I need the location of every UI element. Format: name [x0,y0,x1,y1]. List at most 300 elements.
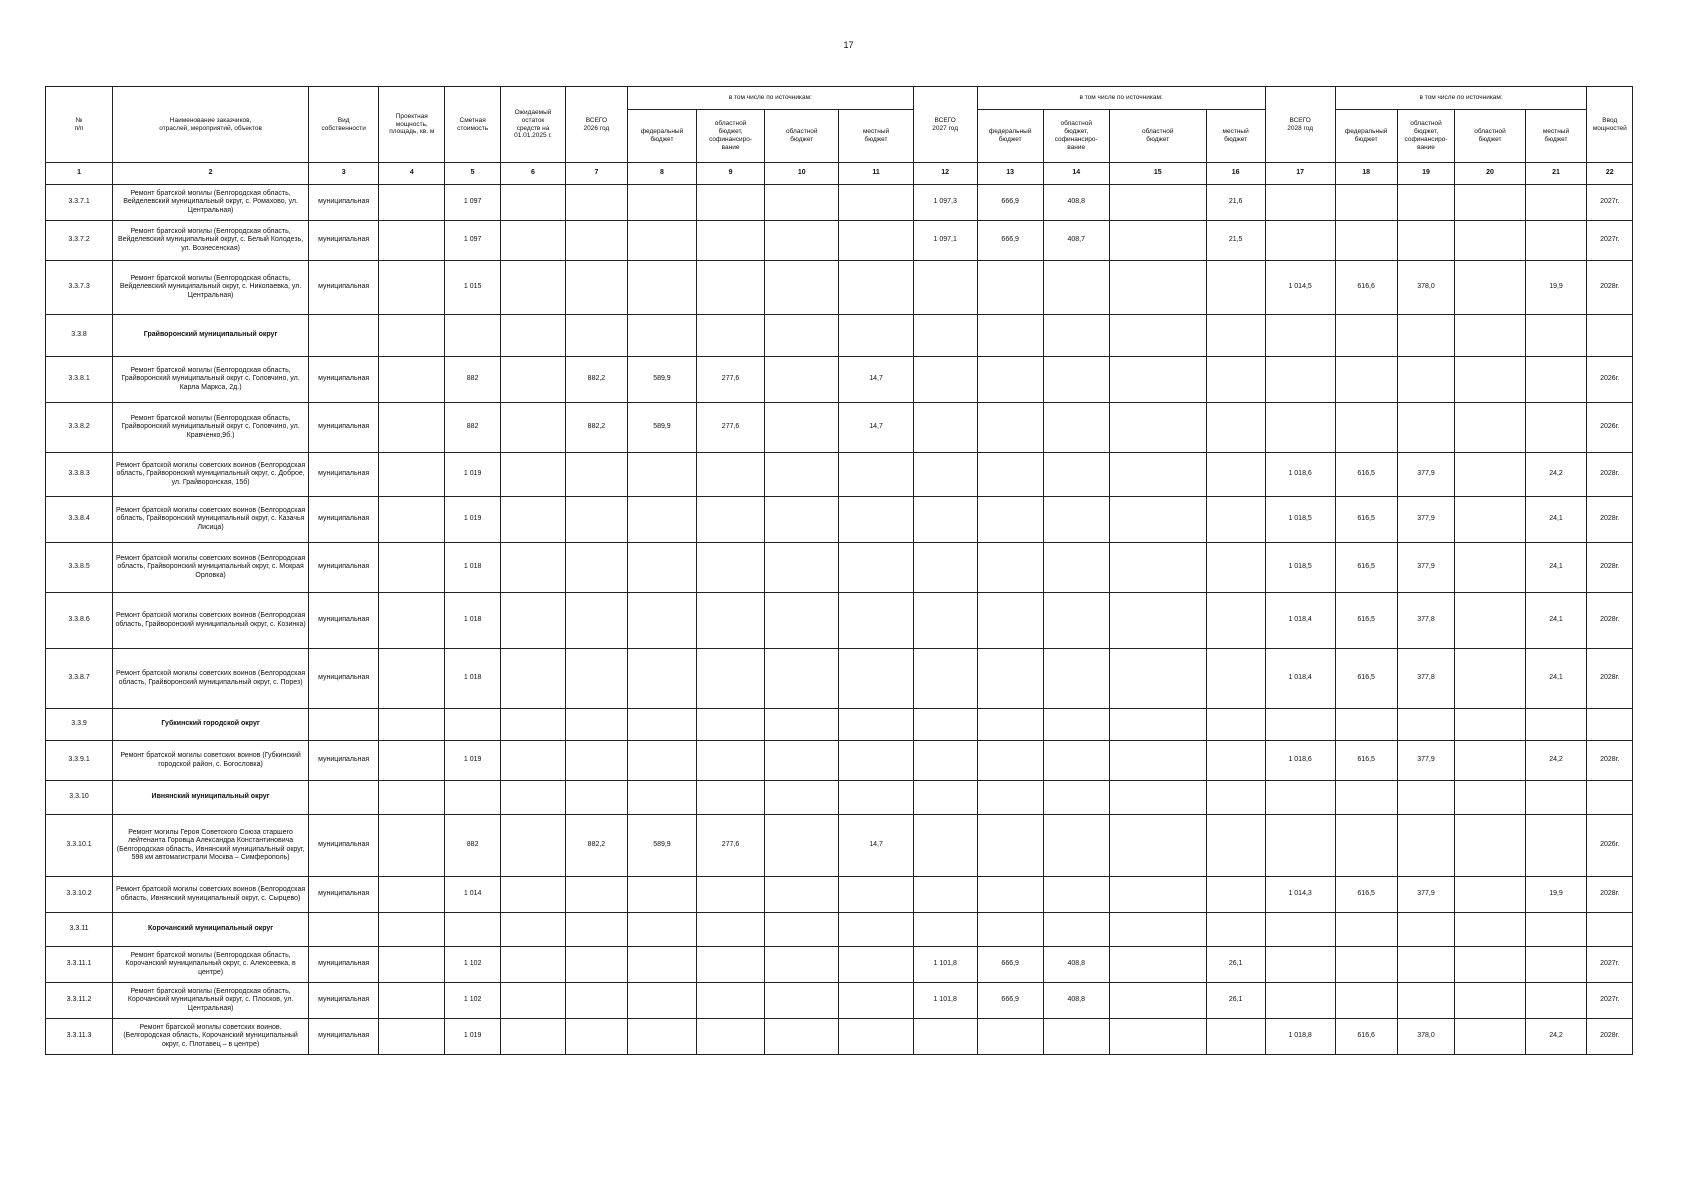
value-cell [1455,709,1525,741]
value-cell [1397,781,1455,815]
table-row [46,453,1633,497]
value-cell [1109,221,1206,261]
value-cell [765,543,839,593]
value-cell [1043,403,1109,453]
value-cell: 377,8 [1397,649,1455,709]
ownership-cell [309,709,379,741]
value-cell: 882 [445,357,501,403]
value-cell [1043,877,1109,913]
value-cell [1455,815,1525,877]
header-regional-cofinancing-2027: областной бюджет, софинансиро- вание [1043,110,1109,163]
table-row [46,983,1633,1019]
value-cell [500,983,565,1019]
value-cell: 1 018,8 [1265,1019,1335,1055]
value-cell: 24,2 [1525,1019,1587,1055]
row-number: 3.3.11.1 [46,947,113,983]
ownership-cell: муниципальная [309,261,379,315]
section-row [46,315,1633,357]
value-cell [565,947,627,983]
value-cell [627,315,696,357]
value-cell [1265,403,1335,453]
value-cell [1397,357,1455,403]
value-cell [765,315,839,357]
commissioning-year: 2028г. [1587,649,1633,709]
commissioning-year: 2028г. [1587,741,1633,781]
value-cell [765,221,839,261]
value-cell [445,913,501,947]
value-cell [1455,913,1525,947]
value-cell [1109,543,1206,593]
value-cell [1525,315,1587,357]
value-cell [1206,815,1265,877]
value-cell [1109,947,1206,983]
value-cell [697,543,765,593]
value-cell [839,649,913,709]
value-cell [977,741,1043,781]
value-cell [1109,497,1206,543]
value-cell: 1 014,3 [1265,877,1335,913]
value-cell [765,1019,839,1055]
value-cell [1335,781,1397,815]
column-number: 7 [565,163,627,185]
ownership-cell: муниципальная [309,877,379,913]
ownership-cell: муниципальная [309,497,379,543]
value-cell: 378,0 [1397,261,1455,315]
value-cell [1397,983,1455,1019]
value-cell [913,877,977,913]
value-cell [500,221,565,261]
row-number: 3.3.8.4 [46,497,113,543]
value-cell: 1 018 [445,543,501,593]
value-cell: 1 018 [445,649,501,709]
value-cell [500,357,565,403]
value-cell [977,913,1043,947]
value-cell [500,815,565,877]
value-cell [697,741,765,781]
value-cell [1455,185,1525,221]
value-cell [500,741,565,781]
value-cell [627,593,696,649]
table-row [46,357,1633,403]
value-cell [977,403,1043,453]
table-row [46,221,1633,261]
value-cell [1335,947,1397,983]
commissioning-year: 2028г. [1587,593,1633,649]
value-cell [1397,815,1455,877]
column-number: 1 [46,163,113,185]
object-name: Ремонт братской могилы (Белгородская область, Вейделевский муниципальный округ, с. Ромахово, ул. Центральная) [113,185,309,221]
value-cell [697,913,765,947]
header-sources-2026: в том числе по источникам: [627,87,913,110]
value-cell [765,261,839,315]
commissioning-year: 2026г. [1587,357,1633,403]
value-cell [913,781,977,815]
value-cell [1455,649,1525,709]
value-cell [977,593,1043,649]
value-cell [1109,315,1206,357]
header-federal-budget-2028: федеральный бюджет [1335,110,1397,163]
header-local-budget-2026: местный бюджет [839,110,913,163]
object-name: Ремонт братской могилы (Белгородская область, Грайворонский муниципальный округ с. Головчино, ул. Карла Маркса, 2д.) [113,357,309,403]
object-name: Ремонт братской могилы (Белгородская область, Корочанский муниципальный округ, с. Алексеевка, в центре) [113,947,309,983]
header-regional-budget-2028: областной бюджет [1455,110,1525,163]
value-cell [1335,983,1397,1019]
page-number: 17 [843,40,854,50]
value-cell [1109,185,1206,221]
value-cell [565,593,627,649]
value-cell [565,781,627,815]
value-cell [1109,913,1206,947]
value-cell [1206,543,1265,593]
value-cell: 1 015 [445,261,501,315]
value-cell [500,947,565,983]
value-cell: 616,5 [1335,741,1397,781]
value-cell [565,185,627,221]
value-cell [1525,781,1587,815]
table-row [46,815,1633,877]
value-cell: 24,1 [1525,649,1587,709]
value-cell [1043,741,1109,781]
value-cell [697,709,765,741]
value-cell [913,403,977,453]
column-number: 10 [765,163,839,185]
header-total-2026: ВСЕГО 2026 год [565,87,627,163]
value-cell [1109,741,1206,781]
value-cell [379,185,445,221]
column-number: 11 [839,163,913,185]
table-row [46,947,1633,983]
investment-table [45,86,1633,1055]
value-cell [1043,913,1109,947]
value-cell [977,497,1043,543]
value-cell: 1 018,6 [1265,453,1335,497]
header-federal-budget-2027: федеральный бюджет [977,110,1043,163]
column-number: 8 [627,163,696,185]
table-row [46,877,1633,913]
ownership-cell: муниципальная [309,649,379,709]
value-cell [765,593,839,649]
value-cell [1206,453,1265,497]
ownership-cell [309,913,379,947]
value-cell [1455,593,1525,649]
value-cell [627,497,696,543]
section-title: Грайворонский муниципальный округ [113,315,309,357]
value-cell [1206,593,1265,649]
header-commissioning: Ввод мощностей [1587,87,1633,163]
value-cell [977,261,1043,315]
value-cell [765,185,839,221]
commissioning-year: 2027г. [1587,185,1633,221]
value-cell [1265,709,1335,741]
ownership-cell: муниципальная [309,357,379,403]
header-regional-cofinancing-2026: областной бюджет, софинансиро- вание [697,110,765,163]
row-number: 3.3.8.6 [46,593,113,649]
value-cell [1525,913,1587,947]
value-cell [1455,497,1525,543]
value-cell [839,709,913,741]
value-cell [500,543,565,593]
value-cell: 1 097 [445,185,501,221]
value-cell: 377,9 [1397,741,1455,781]
commissioning-year: 2026г. [1587,815,1633,877]
value-cell [1206,315,1265,357]
value-cell [379,261,445,315]
value-cell: 277,6 [697,403,765,453]
table-row [46,497,1633,543]
value-cell [500,315,565,357]
value-cell [1455,315,1525,357]
value-cell: 616,5 [1335,593,1397,649]
value-cell [839,741,913,781]
value-cell [697,261,765,315]
value-cell [1397,185,1455,221]
ownership-cell: муниципальная [309,741,379,781]
value-cell [1265,983,1335,1019]
value-cell [379,877,445,913]
value-cell [1043,543,1109,593]
value-cell [1455,877,1525,913]
commissioning-year: 2027г. [1587,221,1633,261]
value-cell: 1 102 [445,947,501,983]
ownership-cell: муниципальная [309,221,379,261]
row-number: 3.3.8.5 [46,543,113,593]
value-cell [500,593,565,649]
column-number: 18 [1335,163,1397,185]
header-regional-budget-2027: областной бюджет [1109,110,1206,163]
value-cell: 882 [445,815,501,877]
value-cell: 277,6 [697,357,765,403]
object-name: Ремонт братской могилы советских воинов (Белгородская область, Грайворонский муниципальный округ, с. Порез) [113,649,309,709]
row-number: 3.3.10 [46,781,113,815]
value-cell [697,983,765,1019]
value-cell [913,315,977,357]
value-cell [913,357,977,403]
value-cell [500,709,565,741]
commissioning-year [1587,709,1633,741]
value-cell [445,709,501,741]
row-number: 3.3.8.2 [46,403,113,453]
value-cell [1455,453,1525,497]
ownership-cell: муниципальная [309,983,379,1019]
table-row [46,1019,1633,1055]
value-cell: 24,2 [1525,741,1587,781]
value-cell [1043,593,1109,649]
object-name: Ремонт братской могилы (Белгородская область, Вейделевский муниципальный округ, с. Белый Колодезь, ул. Вознесенская) [113,221,309,261]
value-cell [1265,185,1335,221]
value-cell [379,983,445,1019]
value-cell: 1 101,8 [913,983,977,1019]
commissioning-year: 2028г. [1587,1019,1633,1055]
value-cell: 26,1 [1206,947,1265,983]
value-cell [1043,261,1109,315]
value-cell [1206,781,1265,815]
row-number: 3.3.7.3 [46,261,113,315]
column-number: 13 [977,163,1043,185]
value-cell: 589,9 [627,357,696,403]
value-cell: 1 019 [445,1019,501,1055]
value-cell [379,741,445,781]
value-cell [913,453,977,497]
value-cell [500,877,565,913]
value-cell: 408,8 [1043,947,1109,983]
value-cell: 616,5 [1335,877,1397,913]
row-number: 3.3.7.2 [46,221,113,261]
value-cell [1043,497,1109,543]
value-cell [839,221,913,261]
value-cell: 589,9 [627,403,696,453]
header-local-budget-2028: местный бюджет [1525,110,1587,163]
header-cost: Сметная стоимость [445,87,501,163]
value-cell: 377,9 [1397,453,1455,497]
table-row [46,185,1633,221]
value-cell [697,497,765,543]
object-name: Ремонт братской могилы советских воинов (Белгородская область, Грайворонский муниципальный округ, с. Доброе, ул. Грайворонская, 15б) [113,453,309,497]
value-cell [1397,913,1455,947]
value-cell [627,877,696,913]
value-cell [1265,315,1335,357]
value-cell [627,709,696,741]
value-cell [627,543,696,593]
row-number: 3.3.8.7 [46,649,113,709]
value-cell [765,983,839,1019]
value-cell: 408,7 [1043,221,1109,261]
value-cell [1206,357,1265,403]
value-cell [697,877,765,913]
column-number: 6 [500,163,565,185]
value-cell [765,497,839,543]
section-row [46,781,1633,815]
value-cell [839,947,913,983]
value-cell: 408,8 [1043,185,1109,221]
value-cell: 1 019 [445,741,501,781]
value-cell [500,781,565,815]
object-name: Ремонт братской могилы (Белгородская область, Вейделевский муниципальный округ, с. Николаевка, ул. Центральная) [113,261,309,315]
value-cell [627,983,696,1019]
ownership-cell: муниципальная [309,185,379,221]
value-cell [1206,709,1265,741]
value-cell [1043,781,1109,815]
value-cell [1455,983,1525,1019]
value-cell [1206,649,1265,709]
value-cell [1109,983,1206,1019]
value-cell: 377,9 [1397,497,1455,543]
column-number: 20 [1455,163,1525,185]
value-cell [839,593,913,649]
commissioning-year [1587,781,1633,815]
column-number: 9 [697,163,765,185]
header-ownership: Вид собственности [309,87,379,163]
row-number: 3.3.10.1 [46,815,113,877]
value-cell [839,315,913,357]
value-cell [565,877,627,913]
ownership-cell: муниципальная [309,947,379,983]
value-cell [445,315,501,357]
section-row [46,709,1633,741]
ownership-cell [309,315,379,357]
value-cell [1109,649,1206,709]
value-cell [1525,815,1587,877]
value-cell [977,357,1043,403]
value-cell [1109,403,1206,453]
commissioning-year: 2027г. [1587,983,1633,1019]
object-name: Ремонт братской могилы (Белгородская область, Грайворонский муниципальный округ с. Головчино, ул. Кравченко,9б.) [113,403,309,453]
value-cell [379,453,445,497]
row-number: 3.3.11 [46,913,113,947]
value-cell: 666,9 [977,221,1043,261]
value-cell [1043,453,1109,497]
value-cell [1455,1019,1525,1055]
value-cell [765,649,839,709]
commissioning-year: 2028г. [1587,877,1633,913]
header-total-2027: ВСЕГО 2027 год [913,87,977,163]
value-cell: 882,2 [565,403,627,453]
value-cell [1397,315,1455,357]
value-cell [1265,815,1335,877]
row-number: 3.3.8 [46,315,113,357]
value-cell [913,741,977,781]
value-cell [839,543,913,593]
value-cell: 19,9 [1525,261,1587,315]
value-cell: 21,5 [1206,221,1265,261]
header-name: Наименование заказчиков, отраслей, мероприятий, объектов [113,87,309,163]
value-cell [977,709,1043,741]
value-cell [1335,221,1397,261]
value-cell: 14,7 [839,815,913,877]
value-cell [1206,741,1265,781]
header-capacity: Проектная мощность, площадь, кв. м [379,87,445,163]
ownership-cell: муниципальная [309,453,379,497]
value-cell [1525,947,1587,983]
value-cell [379,947,445,983]
value-cell [565,261,627,315]
column-number: 17 [1265,163,1335,185]
header-total-2028: ВСЕГО 2028 год [1265,87,1335,163]
value-cell: 1 102 [445,983,501,1019]
value-cell [1109,815,1206,877]
value-cell: 1 018,5 [1265,497,1335,543]
table-row [46,261,1633,315]
value-cell: 24,1 [1525,543,1587,593]
value-cell [500,185,565,221]
value-cell: 1 018,4 [1265,593,1335,649]
row-number: 3.3.10.2 [46,877,113,913]
section-title: Губкинский городской округ [113,709,309,741]
value-cell [379,649,445,709]
value-cell [1206,403,1265,453]
value-cell [1043,357,1109,403]
value-cell: 14,7 [839,357,913,403]
value-cell [913,709,977,741]
section-title: Корочанский муниципальный округ [113,913,309,947]
value-cell: 1 018 [445,593,501,649]
value-cell [765,741,839,781]
value-cell [1265,913,1335,947]
header-regional-budget-2026: областной бюджет [765,110,839,163]
value-cell [1397,403,1455,453]
value-cell [1397,947,1455,983]
value-cell [913,649,977,709]
value-cell: 277,6 [697,815,765,877]
value-cell [1109,593,1206,649]
value-cell [1525,221,1587,261]
value-cell [1109,261,1206,315]
value-cell [500,913,565,947]
value-cell [1455,221,1525,261]
value-cell [1397,709,1455,741]
value-cell: 666,9 [977,947,1043,983]
value-cell [765,403,839,453]
value-cell [839,185,913,221]
